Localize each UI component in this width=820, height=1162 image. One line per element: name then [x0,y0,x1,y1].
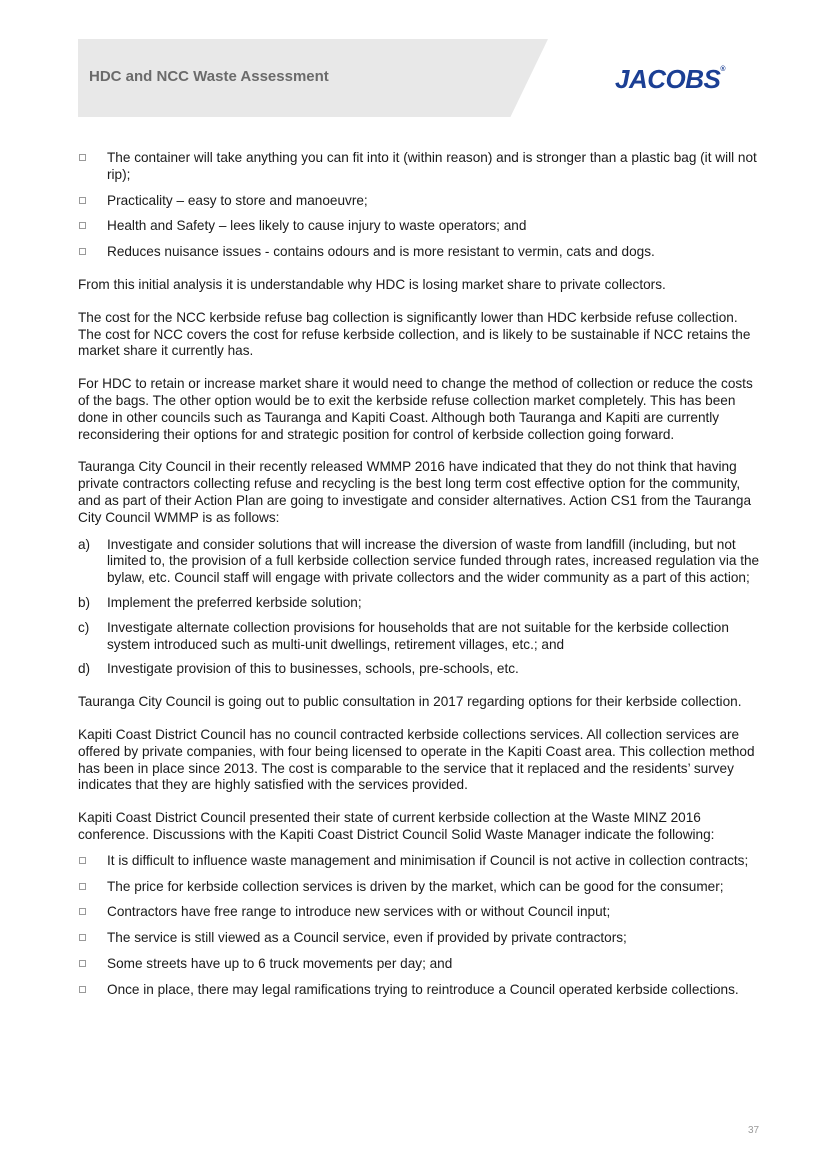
bullet-text: The service is still viewed as a Council service, even if provided by private contractors; [107,930,627,946]
bullet-square-icon [79,248,86,255]
bullet-text: Some streets have up to 6 truck movements per day; and [107,955,453,971]
bullet-text: Once in place, there may legal ramifications trying to reintroduce a Council operated kerbside collections. [107,981,739,997]
paragraph: Kapiti Coast District Council has no council contracted kerbside collections services. All collection services are offered by private companies, with four being licensed to operate in the Kapiti Coast area. This collection method has been in place since 2013. The cost is comparable to the service that it replaced and the residents’ survey indicates that they are highly satisfied with the services provided. [78,726,755,793]
jacobs-logo [615,64,725,95]
bullet-item [78,982,762,999]
paragraph: Tauranga City Council is going out to public consultation in 2017 regarding options for their kerbside collection. [78,694,742,710]
bullet-square-icon [79,857,86,864]
item-text: Investigate alternate collection provisions for households that are not suitable for the kerbside collection system introduced such as multi-unit dwellings, retirement villages, etc.; and [107,619,729,652]
bullet-square-icon [79,986,86,993]
bullet-text: The container will take anything you can fit into it (within reason) and is stronger than a plastic bag (it will not rip); [107,150,757,182]
page-number: 37 [748,1125,760,1136]
lettered-item [78,537,762,587]
item-text: Implement the preferred kerbside solution; [107,594,362,610]
logo-text: JACOBS [615,64,721,94]
paragraph: Kapiti Coast District Council presented their state of current kerbside collection at the Waste MINZ 2016 conference. Discussions with the Kapiti Coast District Council Solid Waste Manager indicate the following: [78,810,715,842]
bullet-square-icon [79,154,86,161]
logo-registered-mark: ® [720,66,726,73]
paragraph: From this initial analysis it is understandable why HDC is losing market share to private collectors. [78,276,666,292]
paragraph: For HDC to retain or increase market share it would need to change the method of collection or reduce the costs of the bags. The other option would be to exit the kerbside refuse collection market completely. This has been done in other councils such as Tauranga and Kapiti Coast. Although both Tauranga and Kapiti are currently reconsidering their options for and strategic position for control of kerbside collection going forward. [78,376,753,442]
bullet-item [78,904,762,921]
lettered-item [78,620,762,654]
bullet-item [78,853,762,870]
bullet-square-icon [79,908,86,915]
bullet-square-icon [79,197,86,204]
item-text: Investigate provision of this to businesses, schools, pre-schools, etc. [107,661,519,677]
bullet-item [78,218,762,235]
bullet-item [78,879,762,896]
bullet-square-icon [79,960,86,967]
bullet-text: Health and Safety – lees likely to cause injury to waste operators; and [107,218,527,234]
paragraph: Tauranga City Council in their recently released WMMP 2016 have indicated that they do not think that having private contractors collecting refuse and recycling is the best long term cost effective option for the community, and as part of their Action Plan are going to investigate and consider alternatives. Action CS1 from the Tauranga City Council WMMP is as follows: [78,459,752,525]
bullet-text: The price for kerbside collection services is driven by the market, which can be good for the consumer; [107,878,724,894]
bullet-list-top [78,150,762,261]
bullet-square-icon [79,934,86,941]
bullet-item [78,930,762,947]
item-letter: d) [78,661,91,677]
item-text: Investigate and consider solutions that will increase the diversion of waste from landfill (including, but not limited to, the provision of a full kerbside collection service funded through rates, increased regulation via the bylaw, etc. Council staff will engage with private collectors and the wider community as a part of this action; [107,536,760,586]
bullet-item [78,956,762,973]
lettered-item [78,661,762,678]
bullet-item [78,244,762,261]
bullet-text: Practicality – easy to store and manoeuvre; [107,192,368,208]
bullet-text: Reduces nuisance issues - contains odours and is more resistant to vermin, cats and dogs. [107,244,655,260]
bullet-square-icon [79,883,86,890]
bullet-text: It is difficult to influence waste management and minimisation if Council is not active in collection contracts; [107,852,749,868]
item-letter: c) [78,619,90,635]
lettered-list [78,537,762,679]
document-title: HDC and NCC Waste Assessment [89,68,329,85]
bullet-item [78,150,762,184]
body-content [78,150,762,1007]
item-letter: b) [78,594,91,610]
bullet-text: Contractors have free range to introduce new services with or without Council input; [107,904,611,920]
item-letter: a) [78,536,91,552]
lettered-item [78,595,762,612]
paragraph: The cost for the NCC kerbside refuse bag collection is significantly lower than HDC kerbside refuse collection. The cost for NCC covers the cost for refuse kerbside collection, and is likely to be sustainable if NCC retains the market share it currently has. [78,309,751,359]
bullet-item [78,193,762,210]
bullet-square-icon [79,222,86,229]
bullet-list-bottom [78,853,762,999]
